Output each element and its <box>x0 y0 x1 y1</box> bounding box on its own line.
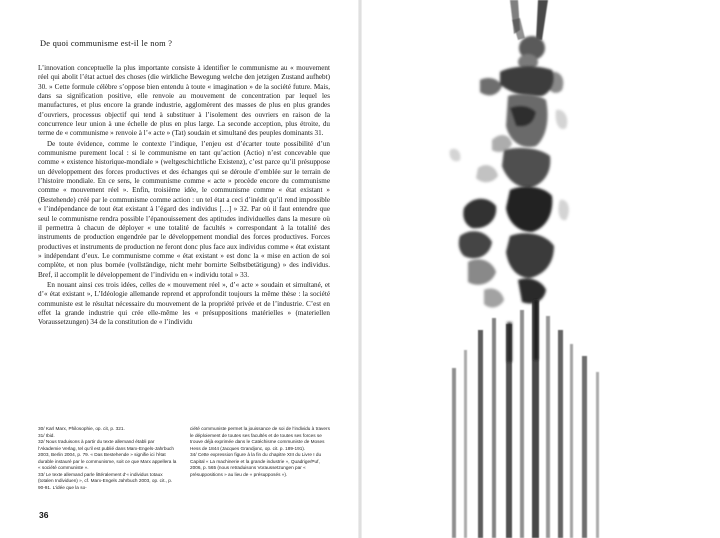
ink-wash-figure-illustration <box>360 0 720 538</box>
footnotes <box>38 426 330 491</box>
body-text <box>38 64 330 328</box>
paragraph-2: De toute évidence, comme le contexte l’indique, l’enjeu est d’écarter toute possibilité d’un communisme purement local : si le communisme en tant qu’action (Actio) n’est concevable que comme « existence historique-mondiale » (weltgeschichtliche Existenz), c’est parce qu’il présuppose un développement des forces productives et des échanges qui se déroule d’emblée sur le terrain de l’histoire mondiale. En ce sens, le communisme comme « acte » procède encore du communisme comme « mouvement réel ». Enfin, troisième idée, le communisme comme « état existant » (Bestehende) créé par le communisme comme action : un tel état a ceci d’inédit qu’il rend impossible « l’indépendance de tout état existant à l’égard des individus […] » 32. Par où il faut entendre que seul le communisme rendra possible l’épanouissement des aptitudes individuelles dans la mesure où il permettra à chacun de déployer « une totalité de facultés » correspondant à la totalité des instruments de production engendrée par le développement mondial des forces productives. Forces productives et instruments de production ne feront donc plus face aux individus comme « état existant » indépendant d’eux. Le communisme comme « état existant » est donc la « mise en action de soi complète, et non plus bornée (vollständige, nicht mehr bornirte Selbstbetätigung) » des individus. Bref, il accomplit le développement de l’individu en « individu total » 33. <box>38 139 330 279</box>
running-head: De quoi communisme est-il le nom ? <box>40 39 173 48</box>
footnote: ciété communiste permet la jouissance de soi de l’individu à travers le déploiement de toutes ses facultés et de toutes ses forces se trouve déjà exprimée dans le Catéchisme communiste de Moses Hess de 1844 (Jacques Grandjonc, op. cit. p. 189-191). <box>190 426 330 451</box>
paragraph-3: En nouant ainsi ces trois idées, celles de « mouvement réel », d’« acte » soudain et simultané, et d’« état existant », L’Idéologie allemande reprend et approfondit toujours la même thèse : la société communiste est le résultat nécessaire du mouvement de la propriété privée et de l’industrie. C’est en effet la grande industrie qui crée elle-même les « présuppositions matérielles » (materiellen Voraussetzungen) 34 de la constitution de « l’individu <box>38 280 330 327</box>
footnote: 33/ Le texte allemand parle littéralement d’« individus totaux (totalen Individuen) », cf. Marx-Engels Jahrbuch 2003, op. cit., p. 90-91. L’idée que la so- <box>38 471 173 490</box>
footnote: 34/ Cette expression figure à la fin du chapitre XIII du Livre I du Capital « La machinerie et la grande industrie », Quadrige/Puf, 2006, p. 565 (nous retraduisons Voraussetzungen par « présuppositions » au lieu de « présupposés »). <box>190 452 322 477</box>
footnote: 30/ Karl Marx, Philosophie, op. cit, p. 321. <box>38 426 125 431</box>
page-number: 36 <box>39 510 49 520</box>
paragraph-1: L’innovation conceptuelle la plus importante consiste à identifier le communisme au « mouvement réel qui abolit l’état actuel des choses (die wirkliche Bewegung welche den jetzigen Zustand aufhebt) 30. » Cette formule célèbre s’oppose bien entendu à toute « imagination » de la société future. Mais, dans sa signification positive, elle renvoie au mouvement de concentration par lequel les manufactures, et plus encore la grande industrie, agglomèrent des masses de plus en plus grandes d’ouvriers, processus objectif qui tend à substituer à l’isolement des ouvriers en raison de la concurrence leur union à une échelle de plus en plus large. La seconde acception, plus étroite, du terme de « communisme » renvoie à l’« acte » (Tat) soudain et simultané des peuples dominants 31. <box>38 64 330 138</box>
footnotes-column-left <box>38 426 178 491</box>
footnote: 32/ Nous traduisons à partir du texte allemand établi par l’Akademie Verlag, tel qu’il est publié dans Marx-Engels-Jahrbuch 2003, Berlin 2004, p. 79. « Das Bestehende » signifie ici l’état durable instauré par le communisme, soit ce que Marx appellera la « société communiste ». <box>38 439 177 470</box>
footnotes-column-right <box>190 426 330 491</box>
footnote: 31/ Ibid. <box>38 432 55 438</box>
book-gutter <box>358 0 362 538</box>
right-page <box>360 0 720 538</box>
